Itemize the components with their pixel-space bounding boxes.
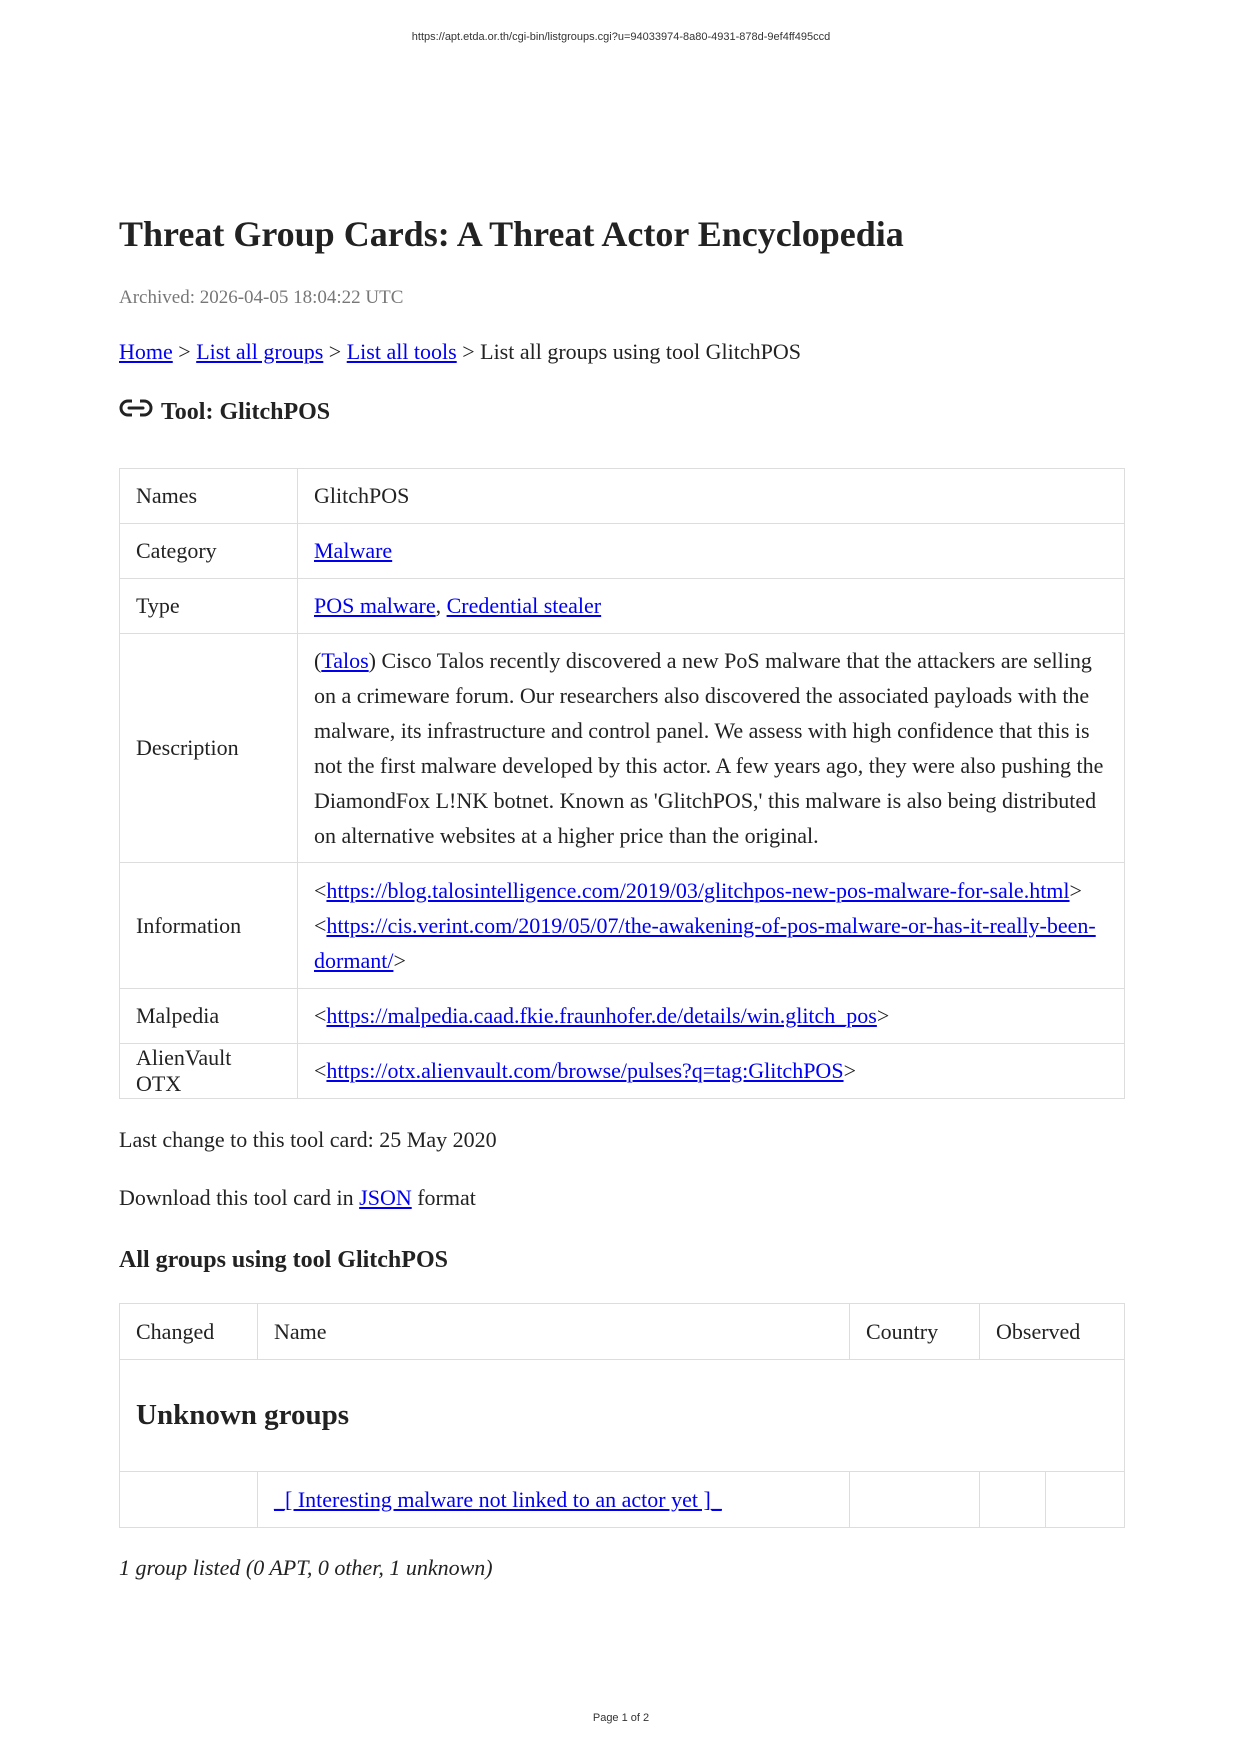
- malpedia-link[interactable]: https://malpedia.caad.fkie.fraunhofer.de/details/win.glitch_pos: [326, 1003, 877, 1028]
- table-row: [120, 469, 1125, 524]
- type-pos-malware-link[interactable]: POS malware: [314, 593, 436, 618]
- malpedia-label: Malpedia: [120, 989, 298, 1044]
- tool-info-table: [119, 468, 1125, 1099]
- name-cell: [258, 1472, 850, 1528]
- table-row: [120, 1044, 1125, 1099]
- section-row: [120, 1360, 1125, 1472]
- breadcrumb: [119, 339, 801, 365]
- bracket-close: >: [876, 1003, 890, 1028]
- table-row: [120, 863, 1125, 989]
- changed-cell: [120, 1472, 258, 1528]
- download-line: [119, 1185, 476, 1211]
- breadcrumb-groups-link[interactable]: List all groups: [196, 339, 324, 364]
- alienvault-label: AlienVault OTX: [120, 1044, 298, 1099]
- alienvault-value: [298, 1044, 1125, 1099]
- tool-heading: [119, 398, 330, 426]
- information-talos-link[interactable]: https://blog.talosintelligence.com/2019/03/glitchpos-new-pos-malware-for-sale.html: [326, 878, 1070, 903]
- download-suffix: format: [411, 1185, 476, 1210]
- breadcrumb-tools-link[interactable]: List all tools: [346, 339, 457, 364]
- column-header-observed: Observed: [980, 1304, 1125, 1360]
- extra-cell: [1046, 1472, 1125, 1528]
- link-icon: [119, 398, 153, 418]
- observed-cell: [980, 1472, 1046, 1528]
- bracket-open: <: [314, 878, 327, 903]
- bracket-close: >: [1069, 878, 1082, 903]
- download-prefix: Download this tool card in: [119, 1185, 360, 1210]
- table-row: [120, 524, 1125, 579]
- description-talos-link[interactable]: Talos: [321, 648, 369, 673]
- bracket-open: <: [314, 913, 327, 938]
- bracket-open: <: [314, 1058, 327, 1083]
- bracket-close: >: [843, 1058, 856, 1083]
- column-header-name: Name: [258, 1304, 850, 1360]
- description-value: [298, 634, 1125, 863]
- page-title: Threat Group Cards: A Threat Actor Encyclopedia: [119, 214, 904, 254]
- table-row: [120, 579, 1125, 634]
- column-header-changed: Changed: [120, 1304, 258, 1360]
- names-label: Names: [120, 469, 298, 524]
- print-header-url: https://apt.etda.or.th/cgi-bin/listgroups.cgi?u=94033974-8a80-4931-878d-9ef4ff495ccd: [411, 31, 831, 43]
- archived-timestamp: Archived: 2026-04-05 18:04:22 UTC: [119, 287, 404, 308]
- type-label: Type: [120, 579, 298, 634]
- bracket-open: <: [314, 1003, 327, 1028]
- category-malware-link[interactable]: Malware: [314, 538, 393, 563]
- page-footer: Page 1 of 2: [592, 1712, 650, 1724]
- names-value: GlitchPOS: [298, 469, 1125, 524]
- type-credential-stealer-link[interactable]: Credential stealer: [446, 593, 602, 618]
- malpedia-value: [298, 989, 1125, 1044]
- groups-table: [119, 1303, 1125, 1528]
- type-separator: ,: [435, 593, 447, 618]
- group-link[interactable]: _[ Interesting malware not linked to an actor yet ]_: [274, 1486, 722, 1512]
- description-text: ) Cisco Talos recently discovered a new PoS malware that the attackers are selling on a crimeware forum. Our researchers also discovered the associated payloads with the malware, its infrastructure and control panel. We assess with high confidence that this is not the first malware developed by this actor. A few years ago, they were also pushing the DiamondFox L!NK botnet. Known as 'GlitchPOS,' this malware is also being distributed on alternative websites at a higher price than the original.: [314, 648, 1104, 848]
- category-value: [298, 524, 1125, 579]
- groups-summary: 1 group listed (0 APT, 0 other, 1 unknown): [119, 1555, 493, 1580]
- table-row: [120, 634, 1125, 863]
- tool-heading-text: Tool: GlitchPOS: [161, 399, 331, 425]
- information-label: Information: [120, 863, 298, 989]
- information-verint-link[interactable]: https://cis.verint.com/2019/05/07/the-awakening-of-pos-malware-or-has-it-really-been-dormant/: [314, 913, 1096, 973]
- last-change-text: Last change to this tool card: 25 May 2020: [119, 1127, 497, 1152]
- table-row: [120, 989, 1125, 1044]
- groups-heading: All groups using tool GlitchPOS: [119, 1247, 448, 1273]
- description-label: Description: [120, 634, 298, 863]
- type-value: [298, 579, 1125, 634]
- download-json-link[interactable]: JSON: [359, 1185, 412, 1210]
- breadcrumb-current: > List all groups using tool GlitchPOS: [456, 339, 801, 364]
- information-value: [298, 863, 1125, 989]
- description-open-paren: (: [314, 648, 322, 673]
- groups-header-row: [120, 1304, 1125, 1360]
- table-row: [120, 1472, 1125, 1528]
- bracket-close: >: [393, 948, 406, 973]
- country-cell: [850, 1472, 980, 1528]
- breadcrumb-home-link[interactable]: Home: [119, 339, 173, 364]
- breadcrumb-separator: >: [172, 339, 197, 364]
- alienvault-link[interactable]: https://otx.alienvault.com/browse/pulses?q=tag:GlitchPOS: [326, 1058, 844, 1083]
- breadcrumb-separator: >: [323, 339, 347, 364]
- section-unknown-groups: Unknown groups: [120, 1360, 1125, 1472]
- category-label: Category: [120, 524, 298, 579]
- column-header-country: Country: [850, 1304, 980, 1360]
